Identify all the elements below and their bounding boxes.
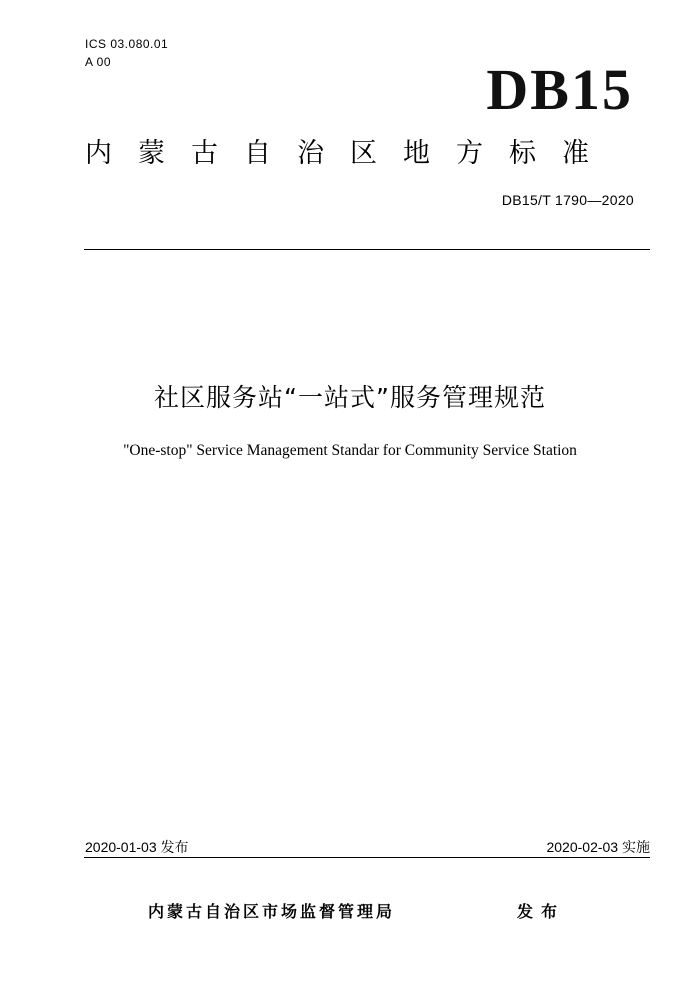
standard-type-heading: 内蒙古自治区地方标准 bbox=[85, 138, 615, 169]
document-title-chinese: 社区服务站“一站式”服务管理规范 bbox=[154, 383, 546, 412]
top-divider bbox=[84, 249, 650, 250]
classification-code: A 00 bbox=[85, 55, 112, 69]
standard-number: DB15/T 1790—2020 bbox=[501, 192, 634, 208]
issue-label: 发布 bbox=[517, 902, 566, 921]
document-title-english: "One-stop" Service Management Standar for Community Service Station bbox=[123, 442, 577, 459]
standard-code-logo: DB15 bbox=[486, 57, 633, 122]
bottom-divider bbox=[84, 857, 650, 858]
issue-date: 2020-01-03 发布 bbox=[85, 839, 189, 855]
issuing-authority: 内蒙古自治区市场监督管理局 bbox=[148, 902, 396, 921]
implementation-date: 2020-02-03 实施 bbox=[546, 839, 650, 855]
ics-code: ICS 03.080.01 bbox=[85, 37, 169, 51]
